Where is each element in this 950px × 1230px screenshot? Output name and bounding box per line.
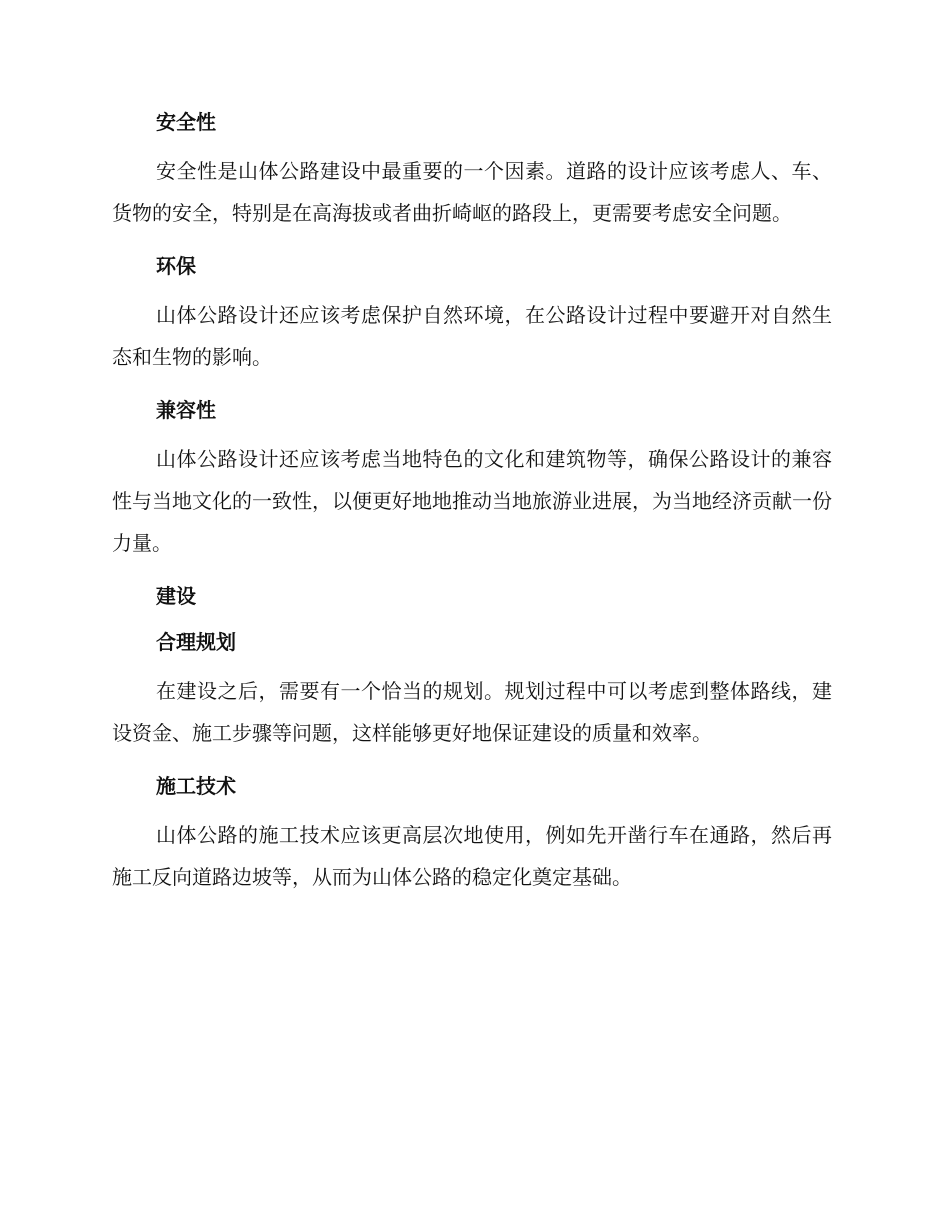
section-heading-safety: 安全性	[156, 110, 216, 134]
section-heading-planning: 合理规划	[156, 630, 236, 654]
section-heading-construction: 建设	[156, 584, 196, 608]
section-paragraph-safety: 安全性是山体公路建设中最重要的一个因素。道路的设计应该考虑人、车、货物的安全，特别是在高海拔或者曲折崎岖的路段上，更需要考虑安全问题。	[112, 159, 832, 225]
section-heading-compatibility: 兼容性	[156, 398, 216, 422]
section-heading-technique: 施工技术	[156, 774, 236, 798]
section-paragraph-planning: 在建设之后，需要有一个恰当的规划。规划过程中可以考虑到整体路线，建设资金、施工步骤等问题，这样能够更好地保证建设的质量和效率。	[112, 679, 832, 745]
section-paragraph-compatibility: 山体公路设计还应该考虑当地特色的文化和建筑物等，确保公路设计的兼容性与当地文化的一致性，以便更好地地推动当地旅游业进展，为当地经济贡献一份力量。	[112, 447, 832, 555]
section-paragraph-technique: 山体公路的施工技术应该更高层次地使用，例如先开凿行车在通路，然后再施工反向道路边坡等，从而为山体公路的稳定化奠定基础。	[112, 823, 832, 889]
document-content	[112, 108, 832, 898]
section-heading-environment: 环保	[156, 254, 196, 278]
section-paragraph-environment: 山体公路设计还应该考虑保护自然环境，在公路设计过程中要避开对自然生态和生物的影响。	[112, 303, 832, 369]
